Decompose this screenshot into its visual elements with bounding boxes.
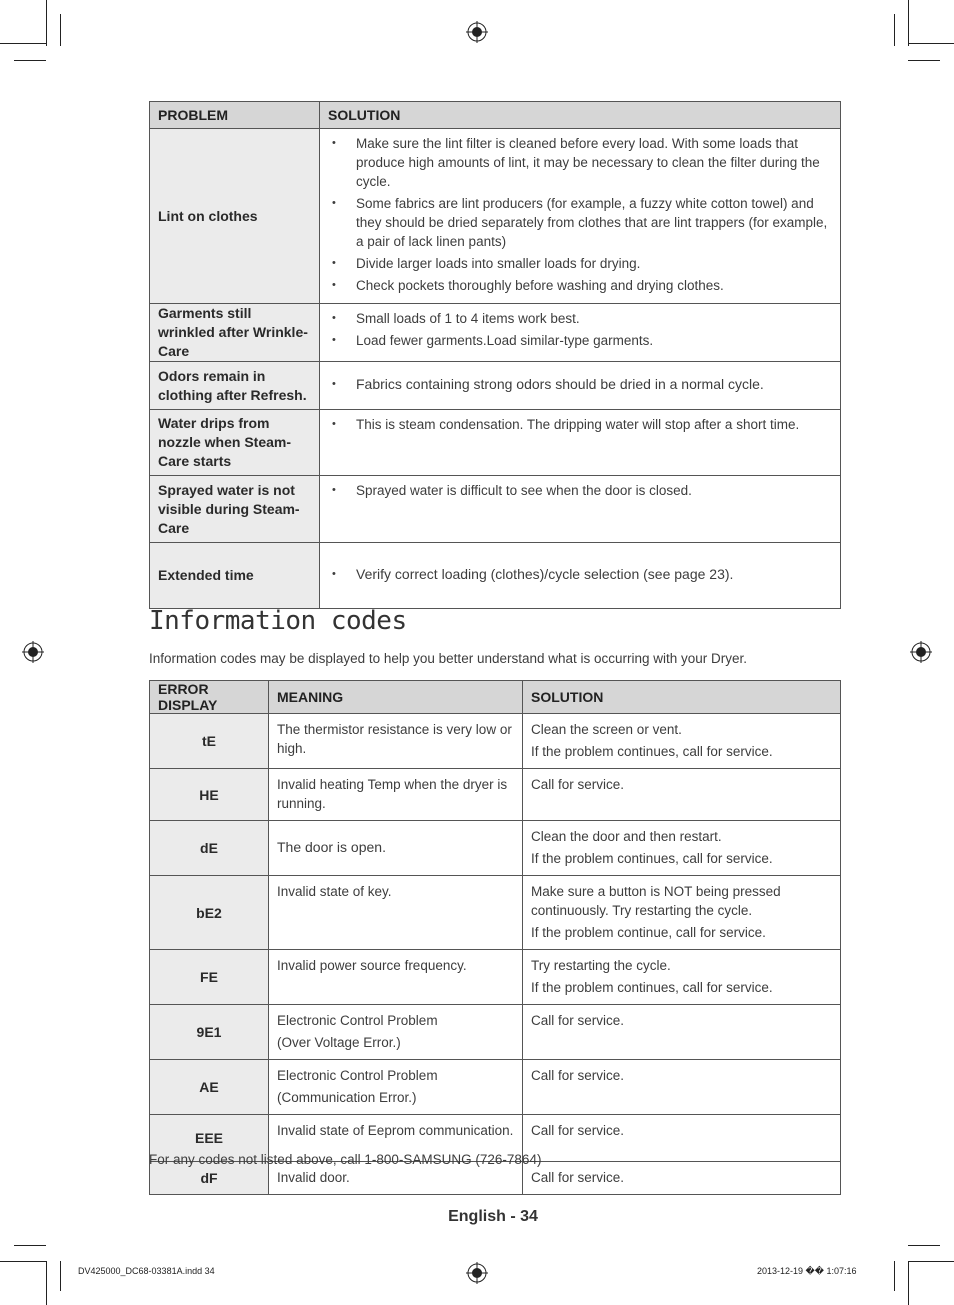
error-code: HE: [150, 769, 269, 821]
solution-item: • Verify correct loading (clothes)/cycle selection (see page 23).: [328, 565, 832, 584]
troubleshooting-table: [149, 101, 841, 609]
table-row: [150, 304, 841, 362]
meaning-cell: [269, 714, 523, 769]
solution-text: If the problem continues, call for service.: [531, 744, 773, 759]
crop-mark: [894, 14, 895, 46]
error-code: dE: [150, 821, 269, 876]
error-code: bE2: [150, 876, 269, 950]
solution-cell: [523, 1162, 841, 1195]
solution-cell: [523, 876, 841, 950]
solution-header: SOLUTION: [523, 681, 841, 714]
crop-mark: [908, 60, 940, 61]
registration-mark-icon: [466, 21, 488, 43]
meaning-text: The door is open.: [277, 839, 386, 855]
solution-cell: [523, 821, 841, 876]
crop-mark: [14, 1245, 46, 1246]
registration-mark-icon: [910, 641, 932, 663]
table-row: [150, 876, 841, 950]
solution-text: Clean the door and then restart.: [531, 829, 722, 844]
solution-item: • Some fabrics are lint producers (for example, a fuzzy white cotton towel) and they should be dried separately from clothes that are lint trappers (for example, a pair of lack linen pants): [328, 194, 832, 251]
problem-cell: Water drips from nozzle when Steam-Care starts: [150, 410, 320, 476]
crop-mark: [908, 1245, 940, 1246]
crop-mark: [46, 1261, 47, 1305]
solution-item: • Small loads of 1 to 4 items work best.: [328, 309, 832, 328]
meaning-cell: [269, 769, 523, 821]
print-slug-file: DV425000_DC68-03381A.indd 34: [78, 1266, 215, 1276]
table-row: [150, 129, 841, 304]
crop-mark: [894, 1261, 895, 1291]
meaning-cell: [269, 950, 523, 1005]
table-row: [150, 1060, 841, 1115]
error-display-header: ERROR DISPLAY: [150, 681, 269, 714]
solution-cell: [523, 950, 841, 1005]
solution-text: Call for service.: [531, 1123, 625, 1138]
meaning-text: Invalid state of Eeprom communication.: [277, 1123, 514, 1138]
meaning-text: Invalid state of key.: [277, 884, 392, 899]
table-row: [150, 362, 841, 410]
table-row: [150, 769, 841, 821]
problem-cell: Sprayed water is not visible during Steam-Care: [150, 476, 320, 543]
problem-cell: Odors remain in clothing after Refresh.: [150, 362, 320, 410]
meaning-cell: [269, 821, 523, 876]
problem-cell: Lint on clothes: [150, 129, 320, 304]
meaning-text: Electronic Control Problem: [277, 1013, 438, 1028]
solution-cell: [320, 362, 841, 410]
meaning-cell: [269, 1005, 523, 1060]
solution-cell: [320, 129, 841, 304]
solution-cell: [523, 769, 841, 821]
table-row: [150, 950, 841, 1005]
problem-cell: Garments still wrinkled after Wrinkle-Care: [150, 304, 320, 362]
section-intro: Information codes may be displayed to help you better understand what is occurring with your Dryer.: [149, 651, 748, 666]
crop-mark: [908, 1261, 909, 1305]
footnote: For any codes not listed above, call 1-800-SAMSUNG (726-7864): [149, 1152, 542, 1167]
solution-cell: [523, 1115, 841, 1162]
meaning-text: (Communication Error.): [277, 1090, 417, 1105]
solution-item: • Divide larger loads into smaller loads for drying.: [328, 254, 832, 273]
meaning-text: The thermistor resistance is very low or high.: [277, 722, 512, 756]
solution-cell: [523, 714, 841, 769]
solution-text: If the problem continue, call for service.: [531, 925, 766, 940]
solution-text: Call for service.: [531, 1013, 625, 1028]
registration-mark-icon: [466, 1262, 488, 1284]
solution-text: Call for service.: [531, 777, 625, 792]
meaning-text: Invalid heating Temp when the dryer is running.: [277, 777, 508, 811]
error-code: tE: [150, 714, 269, 769]
crop-mark: [60, 14, 61, 46]
solution-text: Try restarting the cycle.: [531, 958, 671, 973]
crop-mark: [0, 1261, 46, 1262]
table-row: [150, 476, 841, 543]
error-code: EEE: [150, 1115, 269, 1162]
solution-item: • Make sure the lint filter is cleaned before every load. With some loads that produce high amounts of lint, it may be necessary to clean the filter during the cycle.: [328, 134, 832, 191]
solution-text: If the problem continues, call for service.: [531, 851, 773, 866]
crop-mark: [908, 1261, 954, 1262]
meaning-text: Invalid power source frequency.: [277, 958, 467, 973]
crop-mark: [0, 43, 46, 44]
error-code: dF: [150, 1162, 269, 1195]
solution-text: Clean the screen or vent.: [531, 722, 682, 737]
problem-cell: Extended time: [150, 543, 320, 609]
solution-cell: [523, 1005, 841, 1060]
solution-cell: [320, 543, 841, 609]
solution-text: Make sure a button is NOT being pressed continuously. Try restarting the cycle.: [531, 884, 781, 918]
table-row: [150, 1005, 841, 1060]
crop-mark: [908, 43, 954, 44]
information-codes-table: [149, 680, 841, 1195]
solution-item: • Sprayed water is difficult to see when the door is closed.: [328, 481, 832, 500]
meaning-header: MEANING: [269, 681, 523, 714]
solution-cell: [320, 476, 841, 543]
registration-mark-icon: [22, 641, 44, 663]
error-code: 9E1: [150, 1005, 269, 1060]
meaning-text: (Over Voltage Error.): [277, 1035, 401, 1050]
meaning-text: Electronic Control Problem: [277, 1068, 438, 1083]
table-row: [150, 714, 841, 769]
solution-cell: [523, 1060, 841, 1115]
solution-item: • Check pockets thoroughly before washing and drying clothes.: [328, 276, 832, 295]
meaning-cell: [269, 876, 523, 950]
table-header-row: [150, 102, 841, 129]
solution-text: Call for service.: [531, 1170, 625, 1185]
solution-item: • Fabrics containing strong odors should be dried in a normal cycle.: [328, 375, 832, 394]
error-code: AE: [150, 1060, 269, 1115]
solution-text: If the problem continues, call for service.: [531, 980, 773, 995]
section-title: Information codes: [149, 606, 407, 636]
crop-mark: [60, 1261, 61, 1291]
solution-cell: [320, 410, 841, 476]
solution-item: • This is steam condensation. The dripping water will stop after a short time.: [328, 415, 832, 434]
solution-item: • Load fewer garments.Load similar-type garments.: [328, 331, 832, 350]
table-header-row: [150, 681, 841, 714]
print-slug-timestamp: 2013-12-19 �� 1:07:16: [757, 1266, 857, 1276]
table-row: [150, 410, 841, 476]
crop-mark: [46, 0, 47, 46]
meaning-text: Invalid door.: [277, 1170, 350, 1185]
table-row: [150, 821, 841, 876]
problem-header: PROBLEM: [150, 102, 320, 129]
solution-cell: [320, 304, 841, 362]
solution-header: SOLUTION: [320, 102, 841, 129]
error-code: FE: [150, 950, 269, 1005]
meaning-cell: [269, 1060, 523, 1115]
page-number: English - 34: [448, 1208, 538, 1225]
crop-mark: [14, 60, 46, 61]
solution-text: Call for service.: [531, 1068, 625, 1083]
table-row: [150, 543, 841, 609]
crop-mark: [908, 0, 909, 46]
